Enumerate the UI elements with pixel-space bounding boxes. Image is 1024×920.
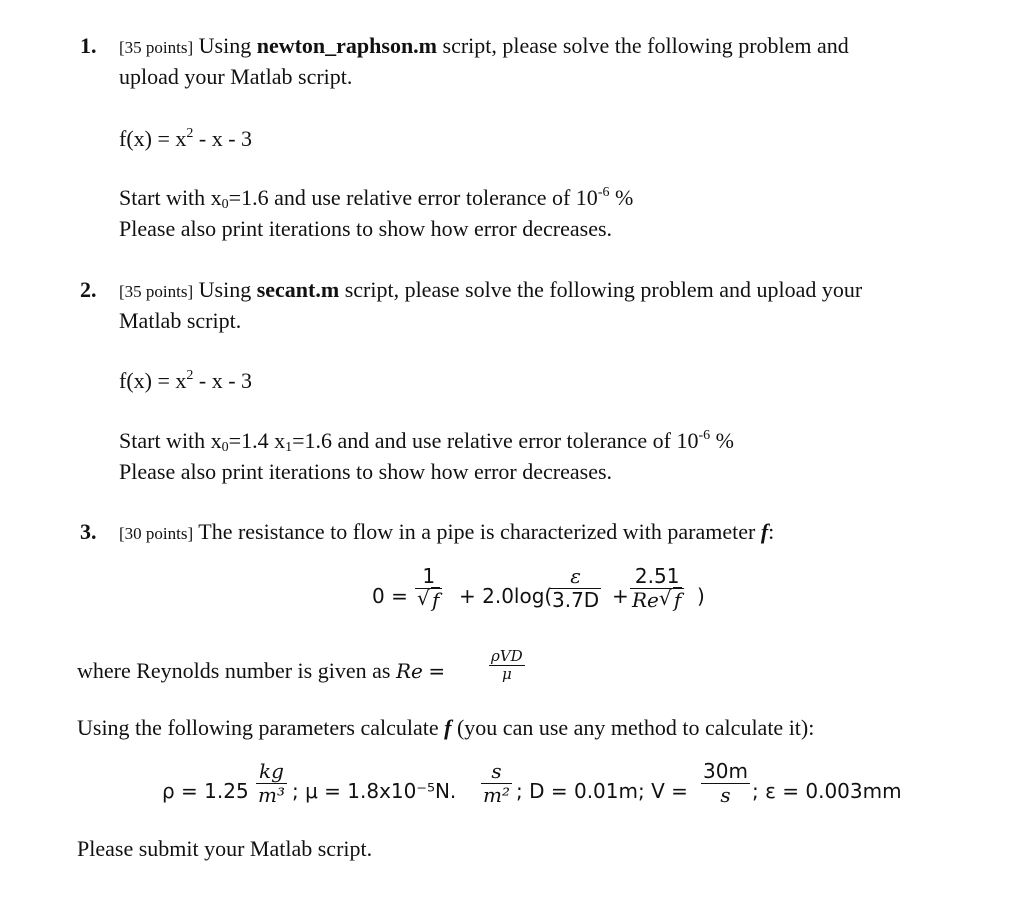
eq-frac3-num: 2.51 [634,564,680,588]
q1-start-post: =1.6 and use relative error tolerance of 10 [228,185,598,210]
q2-text-post: script, please solve the following problem and upload your [344,277,863,302]
q2-tol-exp: -6 [698,428,711,443]
param-mu-frac [481,760,512,807]
reynolds-num: ρVD [491,647,523,665]
q3-number: 3. [80,519,97,544]
q2-sub1: 1 [285,440,293,455]
param-eps: ; ε = 0.003mm [752,779,902,803]
param-mu: ; μ = 1.8x10⁻⁵N. [292,779,457,803]
param-mu-num: s [491,759,502,783]
q3-points: [30 points] [119,524,194,543]
param-v-num: 30m [703,759,748,783]
eq-frac2-den: 3.7D [552,588,600,612]
q1-line2: upload your Matlab script. [119,64,353,89]
q2-fx-pre: f(x) = x [119,368,187,393]
q2-start-c: =1.6 and and use relative error tolerance of 10 [292,428,699,453]
q2-start-b: =1.4 x [228,428,286,453]
reynolds-frac [489,648,525,684]
q2-function [119,368,252,394]
params-f: f [444,715,452,740]
q2-text-pre: Using [198,277,252,302]
eq-close: ) [697,584,705,608]
q1-fx-pre: f(x) = x [119,126,187,151]
params-text-post: (you can use any method to calculate it): [456,715,815,740]
sqrt-icon: √ [658,586,672,610]
eq-frac-3 [630,565,684,612]
q3-param: f [760,519,769,544]
q1-start-sub: 0 [221,197,229,212]
q1-text-pre: Using [198,33,252,58]
param-rho-frac [256,760,287,807]
eq-frac-1 [415,565,442,612]
eq-frac2-num: ε [570,564,581,588]
q1-text-post: script, please solve the following problem and [442,33,849,58]
param-v-den: s [720,783,731,807]
eq-frac3-den-f: f [673,588,682,612]
q2-print-line: Please also print iterations to show how error decreases. [119,459,613,484]
eq-frac1-num: 1 [422,564,436,588]
reynolds-eq: = [428,659,446,683]
q2-sub0: 0 [221,440,229,455]
param-d: ; D = 0.01m; V = [516,779,688,803]
reynolds-re: Re [395,659,423,683]
q1-function [119,126,252,152]
q3-colon: : [768,519,775,544]
q2-fx-post: - x - 3 [193,368,253,393]
param-rho-num: kg [259,759,284,783]
reynolds-text: where Reynolds number is given as [77,658,391,683]
q1-start-line [119,185,633,211]
q1-line1 [119,33,849,59]
q2-points: [35 points] [119,282,194,301]
q1-number: 1. [80,33,97,58]
eq-middle: + 2.0log( [459,584,553,608]
eq-frac1-den-f: f [432,588,440,612]
submit-line: Please submit your Matlab script. [77,836,373,861]
param-rho: ρ = 1.25 [162,779,249,803]
eq-frac1-den [415,586,442,612]
q1-tol-unit: % [609,185,634,210]
q1-script-name: newton_raphson.m [256,33,438,58]
eq-frac-2 [550,565,601,612]
eq-frac3-den [630,586,684,612]
q1-print-line: Please also print iterations to show how error decreases. [119,216,613,241]
param-mu-den: m² [483,783,510,807]
param-v-frac [701,760,750,807]
params-line [77,715,814,741]
param-rho-den: m³ [258,783,285,807]
q2-line2: Matlab script. [119,308,242,333]
params-text-pre: Using the following parameters calculate [77,715,439,740]
q2-start-a: Start with x [119,428,222,453]
q1-fx-post: - x - 3 [193,126,253,151]
eq-plus: + [612,584,629,608]
q1-points: [35 points] [119,38,194,57]
q1-tol-exp: -6 [597,185,610,200]
sqrt-icon: √ [417,586,430,610]
q2-line1 [119,277,862,303]
q3-text: The resistance to flow in a pipe is characterized with parameter [198,519,756,544]
reynolds-line [77,658,445,684]
eq-frac3-den-re: Re [632,588,659,612]
q1-fx-exp: 2 [186,126,194,141]
q2-fx-exp: 2 [186,368,194,383]
q3-line1 [119,519,774,545]
q2-number: 2. [80,277,97,302]
q1-start-pre: Start with x [119,185,222,210]
q2-start-line [119,428,734,454]
q2-tol-unit: % [710,428,734,453]
eq-lhs: 0 = [372,584,408,608]
q2-script-name: secant.m [256,277,340,302]
reynolds-den: μ [501,665,512,684]
